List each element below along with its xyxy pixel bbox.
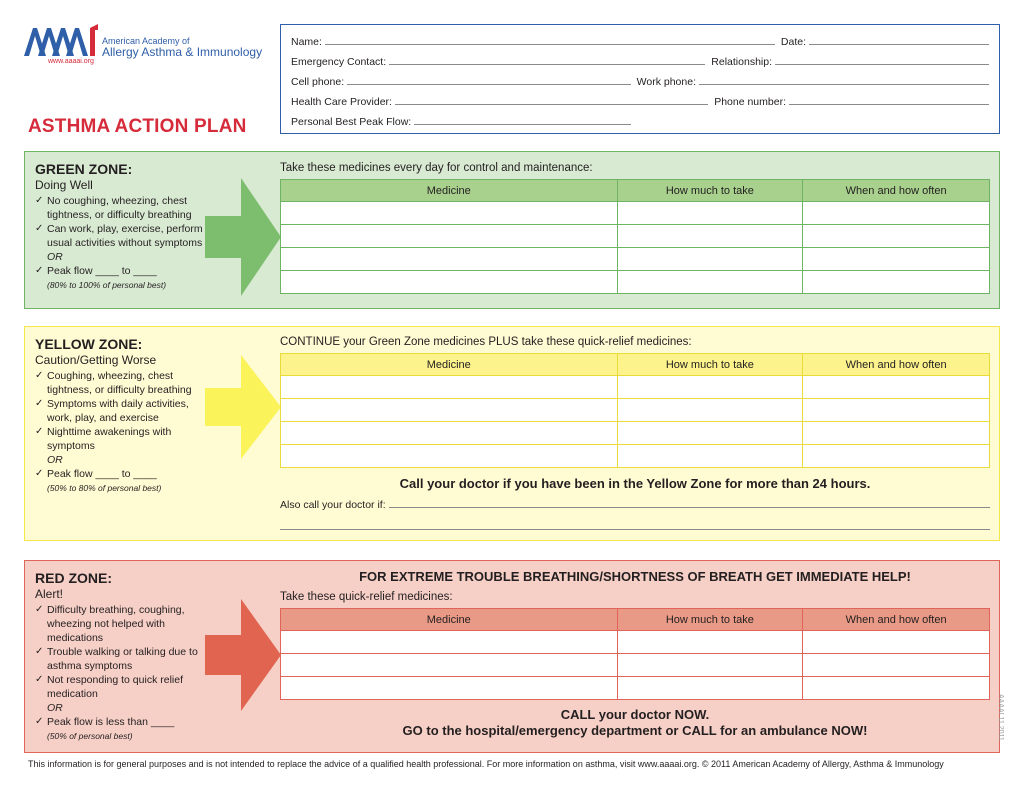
footer-disclaimer: This information is for general purposes and is not intended to replace the advice of a qualified health professional. For more information on asthma, visit www.aaaai.org. © 2011 American Academy of Allergy, Asthma & Immunology [28, 759, 944, 769]
medicine-cell[interactable] [281, 376, 618, 399]
peak-flow-range: ✓ Peak flow ____ to ____ [35, 264, 215, 278]
work-phone-label: Work phone: [636, 76, 696, 88]
when-cell[interactable] [803, 376, 990, 399]
symptom-item: ✓ No coughing, wheezing, chest tightness, or difficulty breathing [35, 194, 215, 222]
column-header-medicine: Medicine [281, 180, 618, 202]
green-arrow-icon [205, 178, 281, 296]
table-header-row [281, 609, 990, 631]
medicine-cell[interactable] [281, 248, 618, 271]
column-header-how-much: How much to take [617, 354, 803, 376]
peak-flow-field[interactable] [414, 124, 631, 125]
how-much-cell[interactable] [617, 677, 803, 700]
patient-info-box [280, 24, 1000, 134]
column-header-how-much: How much to take [617, 609, 803, 631]
page-title: ASTHMA ACTION PLAN [28, 116, 247, 137]
also-call-field[interactable] [389, 507, 990, 508]
how-much-cell[interactable] [617, 376, 803, 399]
info-row-name [291, 32, 989, 48]
peak-flow-note: (50% to 80% of personal best) [47, 483, 162, 493]
green-zone-symptoms [35, 194, 215, 292]
red-zone-symptoms [35, 603, 215, 743]
how-much-cell[interactable] [617, 399, 803, 422]
how-much-cell[interactable] [617, 631, 803, 654]
medicine-cell[interactable] [281, 445, 618, 468]
also-call-field-line2[interactable] [280, 529, 990, 530]
table-header-row [281, 354, 990, 376]
aaaai-logo [24, 24, 100, 60]
column-header-when: When and how often [803, 180, 990, 202]
form-code: AAAAI 11.2011 [997, 694, 1004, 741]
peak-flow-note: (80% to 100% of personal best) [47, 280, 167, 290]
table-row [281, 376, 990, 399]
medicine-cell[interactable] [281, 202, 618, 225]
medicine-cell[interactable] [281, 399, 618, 422]
how-much-cell[interactable] [617, 422, 803, 445]
how-much-cell[interactable] [617, 248, 803, 271]
info-row-peak-flow [291, 112, 631, 128]
yellow-medicine-table [280, 353, 990, 468]
peak-flow-note: (50% of personal best) [47, 731, 133, 741]
emergency-contact-label: Emergency Contact: [291, 56, 387, 68]
red-callout-line1: CALL your doctor NOW. [560, 707, 710, 722]
symptom-item: ✓ Not responding to quick relief medication [35, 673, 215, 701]
table-row [281, 677, 990, 700]
name-field[interactable] [325, 44, 775, 45]
when-cell[interactable] [803, 271, 990, 294]
green-zone-title: GREEN ZONE: [35, 161, 133, 177]
how-much-cell[interactable] [617, 654, 803, 677]
symptom-item: ✓ Trouble walking or talking due to asthma symptoms [35, 645, 215, 673]
table-row [281, 445, 990, 468]
relationship-field[interactable] [775, 64, 989, 65]
when-cell[interactable] [803, 225, 990, 248]
when-cell[interactable] [803, 677, 990, 700]
red-medicine-table [280, 608, 990, 700]
logo-text-line2: Allergy Asthma & Immunology [102, 45, 263, 59]
column-header-medicine: Medicine [281, 354, 618, 376]
yellow-zone-symptoms [35, 369, 215, 495]
table-row [281, 271, 990, 294]
medicine-cell[interactable] [281, 631, 618, 654]
peak-flow-threshold: ✓ Peak flow is less than ____ [35, 715, 215, 729]
green-instruction: Take these medicines every day for control and maintenance: [280, 162, 593, 174]
red-headline: FOR EXTREME TROUBLE BREATHING/SHORTNESS OF BREATH GET IMMEDIATE HELP! [359, 569, 911, 584]
table-header-row [281, 180, 990, 202]
cell-phone-label: Cell phone: [291, 76, 345, 88]
medicine-cell[interactable] [281, 677, 618, 700]
green-zone [24, 151, 1000, 309]
table-row [281, 631, 990, 654]
yellow-arrow-icon [205, 355, 281, 459]
how-much-cell[interactable] [617, 225, 803, 248]
how-much-cell[interactable] [617, 202, 803, 225]
logo-url: www.aaaai.org [48, 58, 94, 65]
info-row-phones [291, 72, 989, 88]
date-label: Date: [780, 36, 806, 48]
red-zone [24, 560, 1000, 753]
green-zone-subtitle: Doing Well [35, 178, 93, 192]
medicine-cell[interactable] [281, 271, 618, 294]
red-zone-subtitle: Alert! [35, 587, 64, 601]
when-cell[interactable] [803, 202, 990, 225]
medicine-cell[interactable] [281, 225, 618, 248]
table-row [281, 248, 990, 271]
red-zone-title: RED ZONE: [35, 570, 112, 586]
when-cell[interactable] [803, 399, 990, 422]
or-label: OR [47, 251, 63, 263]
when-cell[interactable] [803, 445, 990, 468]
yellow-callout: Call your doctor if you have been in the Yellow Zone for more than 24 hours. [399, 476, 871, 491]
red-arrow-icon [205, 599, 281, 711]
column-header-when: When and how often [803, 354, 990, 376]
column-header-how-much: How much to take [617, 180, 803, 202]
medicine-cell[interactable] [281, 654, 618, 677]
table-row [281, 654, 990, 677]
name-label: Name: [291, 36, 322, 48]
symptom-item: ✓ Nighttime awakenings with symptoms [35, 425, 215, 453]
table-row [281, 422, 990, 445]
work-phone-field[interactable] [699, 84, 989, 85]
or-label: OR [47, 702, 63, 714]
how-much-cell[interactable] [617, 445, 803, 468]
cell-phone-field[interactable] [347, 84, 631, 85]
when-cell[interactable] [803, 422, 990, 445]
provider-label: Health Care Provider: [291, 96, 392, 108]
when-cell[interactable] [803, 631, 990, 654]
table-row [281, 399, 990, 422]
info-row-provider [291, 92, 989, 108]
or-label: OR [47, 454, 63, 466]
also-call-row [280, 499, 990, 511]
phone-number-field[interactable] [789, 104, 989, 105]
symptom-item: ✓ Coughing, wheezing, chest tightness, or difficulty breathing [35, 369, 215, 397]
how-much-cell[interactable] [617, 271, 803, 294]
provider-field[interactable] [395, 104, 708, 105]
logo-text-line1: American Academy of [102, 36, 190, 46]
green-medicine-table [280, 179, 990, 294]
yellow-zone [24, 326, 1000, 541]
peak-flow-label: Personal Best Peak Flow: [291, 116, 412, 128]
symptom-item: ✓ Can work, play, exercise, perform usual activities without symptoms [35, 222, 215, 250]
yellow-zone-subtitle: Caution/Getting Worse [35, 353, 157, 367]
phone-number-label: Phone number: [714, 96, 786, 108]
red-instruction: Take these quick-relief medicines: [280, 591, 453, 603]
yellow-instruction: CONTINUE your Green Zone medicines PLUS take these quick-relief medicines: [280, 336, 692, 348]
when-cell[interactable] [803, 248, 990, 271]
peak-flow-range: ✓ Peak flow ____ to ____ [35, 467, 215, 481]
symptom-item: ✓ Symptoms with daily activities, work, play, and exercise [35, 397, 215, 425]
info-row-emergency [291, 52, 989, 68]
when-cell[interactable] [803, 654, 990, 677]
symptom-item: ✓ Difficulty breathing, coughing, wheezing not helped with medications [35, 603, 215, 645]
column-header-medicine: Medicine [281, 609, 618, 631]
emergency-contact-field[interactable] [389, 64, 705, 65]
date-field[interactable] [809, 44, 989, 45]
table-row [281, 202, 990, 225]
relationship-label: Relationship: [711, 56, 772, 68]
red-callout-line2: GO to the hospital/emergency department or CALL for an ambulance NOW! [402, 723, 868, 738]
medicine-cell[interactable] [281, 422, 618, 445]
table-row [281, 225, 990, 248]
also-call-label: Also call your doctor if: [280, 499, 386, 511]
yellow-zone-title: YELLOW ZONE: [35, 336, 143, 352]
column-header-when: When and how often [803, 609, 990, 631]
